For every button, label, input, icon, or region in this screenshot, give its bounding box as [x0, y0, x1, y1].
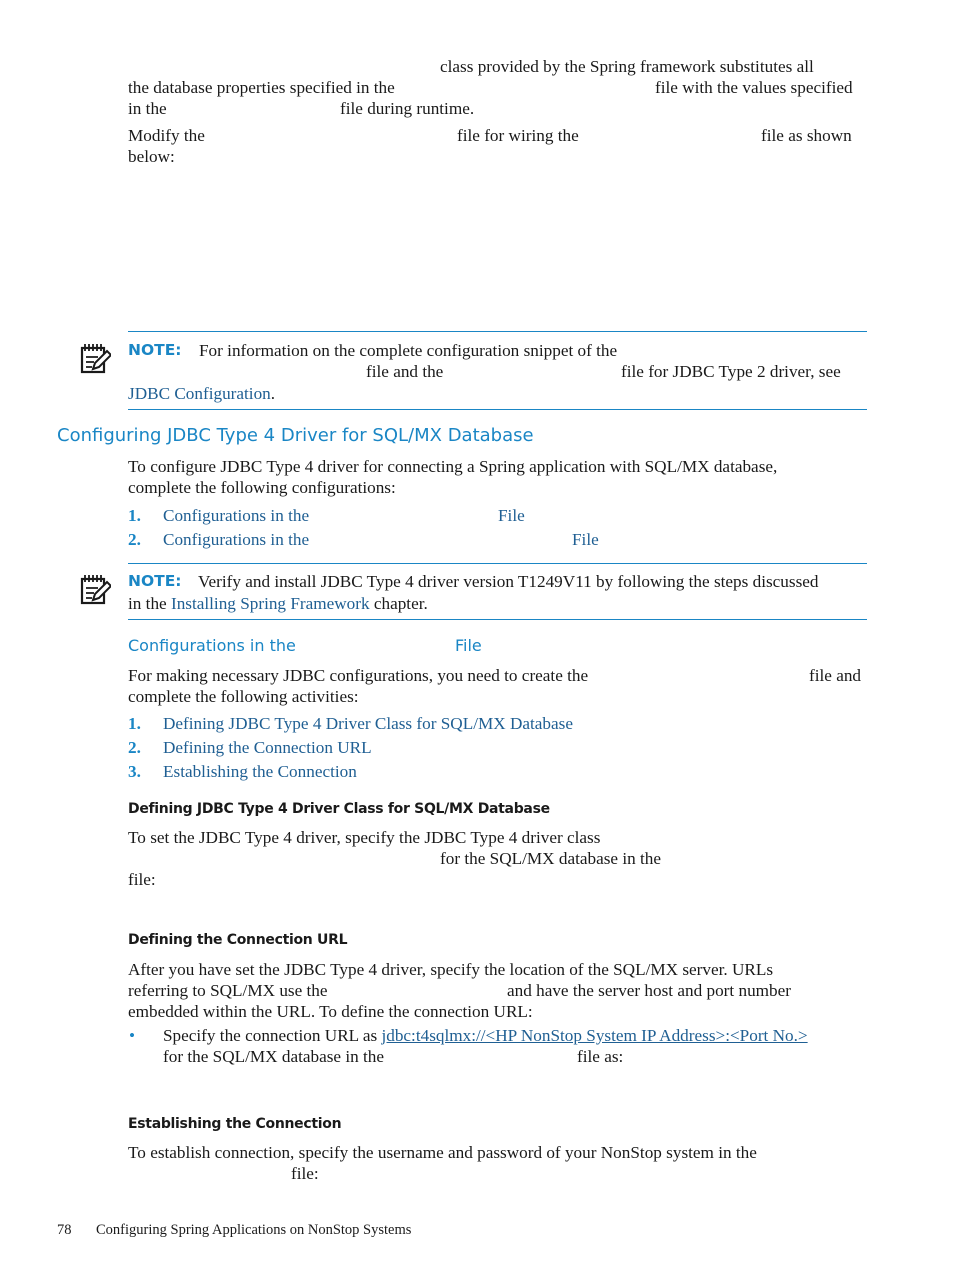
driver-class-line-1: To set the JDBC Type 4 driver, specify the JDBC Type 4 driver class	[128, 828, 601, 847]
connection-url-heading: Defining the Connection URL	[128, 932, 348, 948]
connection-url-line-1: After you have set the JDBC Type 4 driver, specify the location of the SQL/MX server. URLs	[128, 960, 774, 979]
section-para-line-1: To configure JDBC Type 4 driver for connecting a Spring application with SQL/MX database,	[128, 457, 778, 476]
intro-line-2b: file with the values specified	[655, 78, 853, 97]
footer-title: Configuring Spring Applications on NonStop Systems	[96, 1222, 412, 1238]
driver-class-line-2: for the SQL/MX database in the	[440, 849, 661, 868]
note-bottom-rule	[128, 619, 867, 620]
activity-item-3[interactable]: 3.	[128, 762, 141, 781]
note-label: NOTE:	[128, 572, 182, 590]
note2-line-1: Verify and install JDBC Type 4 driver version T1249V11 by following the steps discussed	[198, 572, 819, 591]
subsection-heading: Configurations in the	[128, 636, 296, 655]
intro-line-3b: file during runtime.	[340, 99, 475, 118]
subsection-para-2: complete the following activities:	[128, 687, 359, 706]
note-icon	[79, 342, 111, 374]
note-line-1: For information on the complete configuration snippet of the	[199, 341, 618, 360]
note-line-2a: file and the	[366, 362, 444, 381]
establish-line-2: file:	[291, 1164, 319, 1183]
toc-item-2-link[interactable]: Configurations in the	[163, 530, 310, 549]
note2-line-2: in the Installing Spring Framework chapter.	[128, 594, 428, 613]
establish-heading: Establishing the Connection	[128, 1116, 342, 1132]
note-line-2b: file for JDBC Type 2 driver, see	[621, 362, 841, 381]
activity-item-2-link[interactable]: Defining the Connection URL	[163, 738, 372, 757]
connection-url-line-2a: referring to SQL/MX use the	[128, 981, 328, 1000]
connection-url-bullet-line-2b: file as:	[577, 1047, 624, 1066]
note-top-rule	[128, 563, 867, 564]
note-line-3: JDBC Configuration.	[128, 384, 276, 403]
bullet-icon: •	[129, 1026, 136, 1045]
connection-url-line-3: embedded within the URL. To define the connection URL:	[128, 1002, 533, 1021]
intro-line-4c: file as shown	[761, 126, 852, 145]
intro-line-2a: the database properties specified in the	[128, 78, 395, 97]
intro-line-1: class provided by the Spring framework substitutes all	[440, 57, 814, 76]
intro-line-4a: Modify the	[128, 126, 205, 145]
connection-url-bullet-line-1: Specify the connection URL as jdbc:t4sqlmx://<HP NonStop System IP Address>:<Port No.>	[163, 1026, 808, 1045]
note-top-rule	[128, 331, 867, 332]
activity-item-3-link[interactable]: Establishing the Connection	[163, 762, 357, 781]
toc-item-2[interactable]: 2.	[128, 530, 141, 549]
intro-line-5: below:	[128, 147, 175, 166]
subsection-para-1a: For making necessary JDBC configurations, you need to create the	[128, 666, 589, 685]
note-label: NOTE:	[128, 341, 182, 359]
section-para-line-2: complete the following configurations:	[128, 478, 396, 497]
subsection-para-1b: file and	[809, 666, 862, 685]
subsection-heading-tail: File	[455, 636, 482, 655]
connection-url-bullet-line-2a: for the SQL/MX database in the	[163, 1047, 384, 1066]
section-heading: Configuring JDBC Type 4 Driver for SQL/MX Database	[57, 425, 534, 446]
toc-item-1[interactable]: 1.	[128, 506, 141, 525]
toc-item-1-link[interactable]: Configurations in the	[163, 506, 310, 525]
connection-url-line-2b: and have the server host and port number	[507, 981, 791, 1000]
connection-url-link[interactable]: jdbc:t4sqlmx://<HP NonStop System IP Address>:<Port No.>	[381, 1026, 808, 1045]
intro-line-3a: in the	[128, 99, 167, 118]
toc-item-2-tail[interactable]: File	[572, 530, 599, 549]
note-bottom-rule	[128, 409, 867, 410]
driver-class-heading: Defining JDBC Type 4 Driver Class for SQL/MX Database	[128, 801, 550, 817]
activity-item-2[interactable]: 2.	[128, 738, 141, 757]
activity-item-1[interactable]: 1.	[128, 714, 141, 733]
establish-line-1: To establish connection, specify the username and password of your NonStop system in the	[128, 1143, 757, 1162]
toc-item-1-tail[interactable]: File	[498, 506, 525, 525]
intro-line-4b: file for wiring the	[457, 126, 579, 145]
driver-class-line-3: file:	[128, 870, 156, 889]
note-icon	[79, 573, 111, 605]
activity-item-1-link[interactable]: Defining JDBC Type 4 Driver Class for SQL/MX Database	[163, 714, 573, 733]
installing-spring-link[interactable]: Installing Spring Framework	[170, 594, 370, 613]
page-number: 78	[57, 1222, 72, 1238]
jdbc-configuration-link[interactable]: JDBC Configuration	[128, 384, 271, 403]
